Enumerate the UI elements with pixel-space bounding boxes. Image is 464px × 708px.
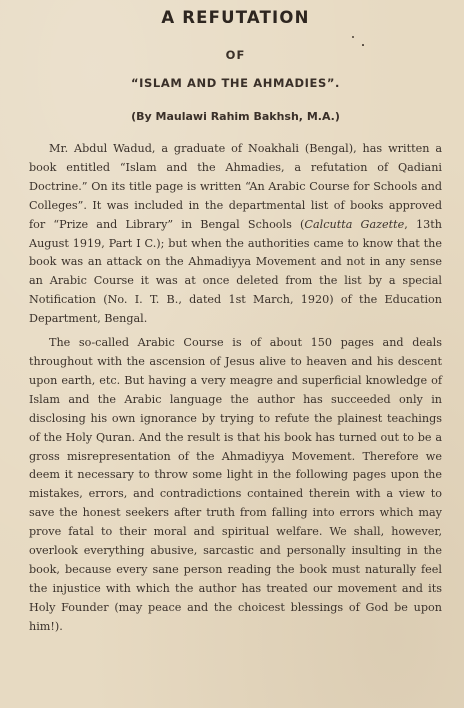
article-byline: (By Maulawi Rahim Bakhsh, M.A.) (131, 110, 340, 123)
article-body (29, 140, 442, 637)
paragraph-1 (29, 140, 442, 329)
article-title: A REFUTATION (161, 8, 310, 27)
paragraph-1-text-b: , 13th August 1919, Part I C.); but when the authorities came to know that the book was an attack on the Ahmadiyya Movement and not in any sense an Arabic Course it was at once deleted from the list by a special Notification (No. I. T. B., dated 1st March, 1920) of the Education Department, Bengal. (29, 217, 442, 326)
paper-speck (362, 44, 364, 46)
article-subtitle: “ISLAM AND THE AHMADIES”. (131, 76, 340, 90)
paragraph-2 (29, 334, 442, 637)
paper-speck (352, 36, 354, 38)
paragraph-1-citation-italic: Calcutta Gazette (304, 217, 405, 231)
article-title-of: OF (225, 48, 246, 62)
paragraph-2-text: The so-called Arabic Course is of about 150 pages and deals throughout with the ascension of Jesus alive to heaven and his descent upon earth, etc. But having a very meagre and superficial knowledge of Islam and the Arabic language the author has succeeded only in disclosing his own ignorance by trying to refute the plainest teachings of the Holy Quran. And the result is that his book has turned out to be a gross misrepresentation of the Ahmadiyya Movement. Therefore we deem it necessary to throw some light in the following pages upon the mistakes, errors, and contradictions contained therein with a view to save the honest seekers after truth from falling into errors which may prove fatal to their moral and spiritual welfare. We shall, however, overlook everything abusive, sarcastic and personally insulting in the book, because every sane person reading the book must naturally feel the injustice with which the author has treated our movement and its Holy Founder (may peace and the choicest blessings of God be upon him!). (29, 336, 442, 633)
paragraph-1-text-a: Mr. Abdul Wadud, a graduate of Noakhali (Bengal), has written a book entitled “Islam and the Ahmadies, a refutation of Qadiani Doctrine.” On its title page is written “An Arabic Course for Schools and Colleges”. It was included in the departmental list of books approved for “Prize and Library” in Bengal Schools ( (29, 142, 442, 231)
